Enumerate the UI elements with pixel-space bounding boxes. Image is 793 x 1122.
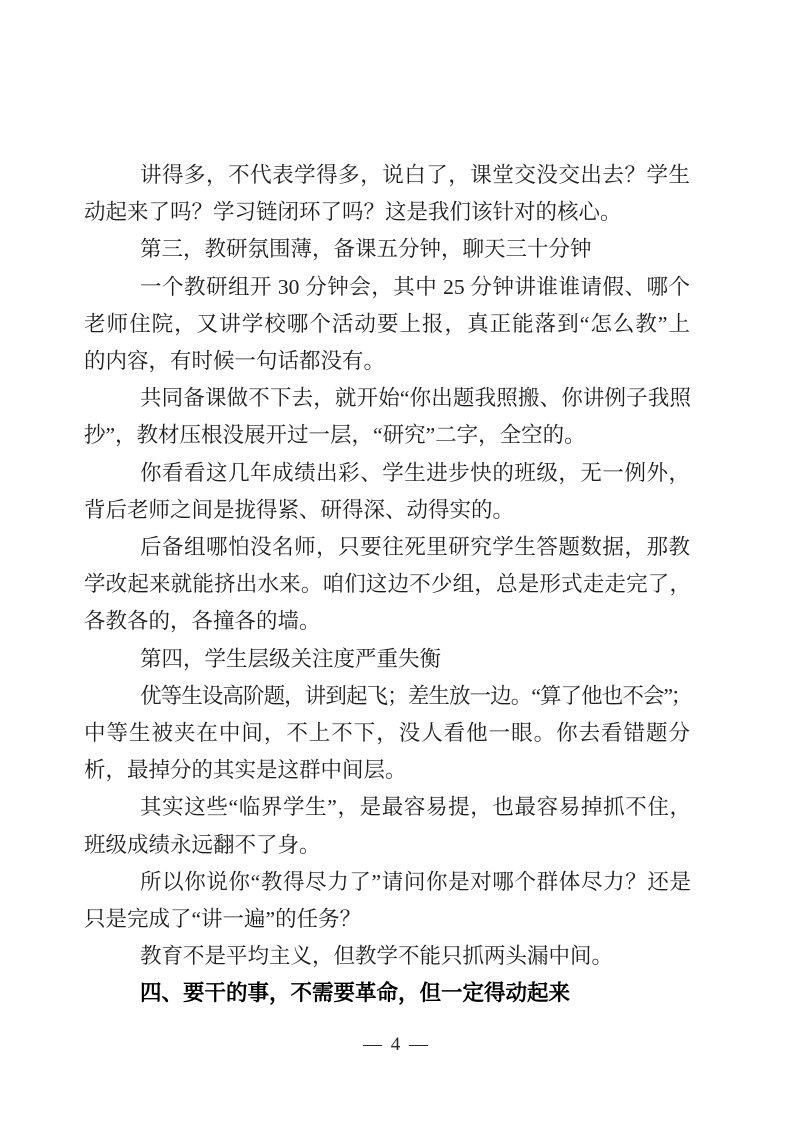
page-footer <box>0 1034 793 1056</box>
document-body <box>84 157 690 1013</box>
para-teaching-group-meeting <box>84 269 690 381</box>
text-line: 动起来了吗？学习链闭环了吗？这是我们该针对的核心。 <box>84 200 622 225</box>
heading-third-point <box>84 231 690 268</box>
text-line: 抄”，教材压根没展开过一层，“研究”二字，全空的。 <box>84 423 586 448</box>
text-line: 教育不是平均主义，但教学不能只抓两头漏中间。 <box>140 944 614 969</box>
text-line: 所以你说你“教得尽力了”请问你是对哪个群体尽力？还是 <box>140 869 690 894</box>
text-line: 背后老师之间是拢得紧、研得深、动得实的。 <box>84 497 515 522</box>
para-student-tiers <box>84 678 690 790</box>
heading-fourth-point <box>84 641 690 678</box>
para-lecture-more <box>84 157 690 231</box>
text-line: 老师住院，又讲学校哪个活动要上报，真正能落到“怎么教”上 <box>84 311 690 336</box>
text-line: 第三，教研氛围薄，备课五分钟，聊天三十分钟 <box>140 237 592 262</box>
para-education-not-egalitarian <box>84 938 690 975</box>
text-line: 一个教研组开 30 分钟会，其中 25 分钟讲谁谁请假、哪个 <box>140 274 690 299</box>
para-backup-group <box>84 529 690 641</box>
text-line: 析，最掉分的其实是这群中间层。 <box>84 758 407 783</box>
heading-section-four <box>84 975 690 1012</box>
text-line: 的内容，有时候一句话都没有。 <box>84 349 386 374</box>
para-successful-classes <box>84 455 690 529</box>
text-line: 第四，学生层级关注度严重失衡 <box>140 646 442 671</box>
text-line: 四、要干的事，不需要革命，但一定得动起来 <box>140 981 571 1006</box>
page-number: — 4 — <box>363 1034 430 1055</box>
text-line: 共同备课做不下去，就开始“你出题我照搬、你讲例子我照 <box>140 386 690 411</box>
para-taught-hard-question <box>84 864 690 938</box>
text-line: 其实这些“临界学生”，是最容易提，也最容易掉抓不住， <box>140 795 690 820</box>
text-line: 中等生被夹在中间，不上不下，没人看他一眼。你去看错题分 <box>84 721 690 746</box>
text-line: 班级成绩永远翻不了身。 <box>84 832 321 857</box>
text-line: 后备组哪怕没名师，只要往死里研究学生答题数据，那教 <box>140 535 690 560</box>
text-line: 只是完成了“讲一遍”的任务？ <box>84 907 362 932</box>
text-line: 学改起来就能挤出水来。咱们这边不少组，总是形式走走完了， <box>84 572 690 597</box>
text-line: 讲得多，不代表学得多，说白了，课堂交没交出去？学生 <box>140 163 690 187</box>
para-borderline-students <box>84 789 690 863</box>
para-joint-lesson-prep <box>84 380 690 454</box>
text-line: 优等生设高阶题，讲到起飞；差生放一边。“算了他也不会”； <box>140 683 690 708</box>
text-line: 各教各的，各撞各的墙。 <box>84 609 321 634</box>
text-line: 你看看这几年成绩出彩、学生进步快的班级，无一例外， <box>140 460 690 485</box>
